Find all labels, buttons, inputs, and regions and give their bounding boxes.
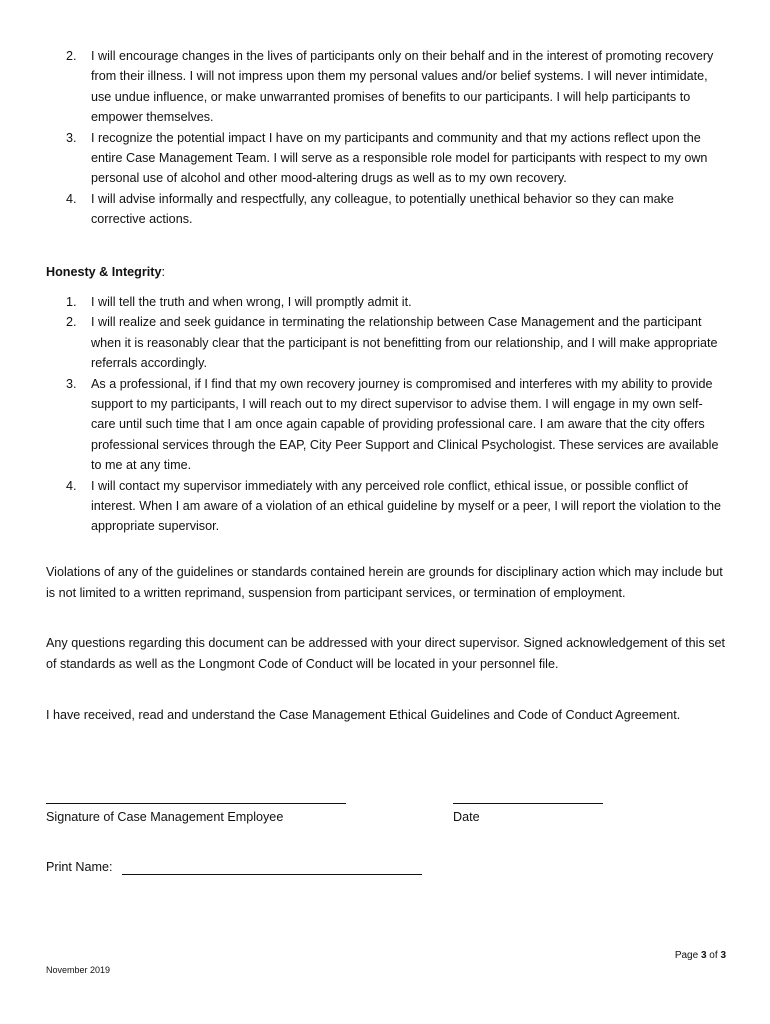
list-item-number: 3. <box>66 376 77 391</box>
list-item-text: I will advise informally and respectfully, any colleague, to potentially unethical behavior so they can make corrective actions. <box>91 191 674 227</box>
list-item <box>46 189 726 230</box>
list-item <box>46 46 726 128</box>
signature-label: Signature of Case Management Employee <box>46 810 284 824</box>
list-item-number: 2. <box>66 315 77 330</box>
print-name-label: Print Name: <box>46 860 113 874</box>
date-line[interactable] <box>453 803 603 804</box>
continued-guidelines-list <box>46 46 726 230</box>
heading-colon: : <box>161 265 165 279</box>
list-item-number: 4. <box>66 191 77 206</box>
list-item-text: As a professional, if I find that my own recovery journey is compromised and interferes with my ability to provide support to my participants, I will reach out to my direct supervisor to advise them. I will engage in my own self-care until such time that I am once again capable of providing professional care. I am aware that the city offers professional services through the EAP, City Peer Support and Clinical Psychologist. These services are available to me at any time. <box>91 376 719 473</box>
list-item-text: I will realize and seek guidance in terminating the relationship between Case Management and the participant when it is reasonably clear that the participant is not benefitting from our relationship, and I will make appropriate referrals accordingly. <box>91 315 718 371</box>
list-item <box>46 312 726 373</box>
list-item <box>46 476 726 537</box>
list-item-text: I will contact my supervisor immediately with any perceived role conflict, ethical issue, or possible conflict of interest. When I am aware of a violation of an ethical guideline by myself or a peer, I will report the violation to the appropriate supervisor. <box>91 478 722 534</box>
questions-paragraph: Any questions regarding this document can be addressed with your direct supervisor. Signed acknowledgement of this set of standards as well as the Longmont Code of Conduct will be located in your personnel file. <box>46 636 726 671</box>
list-item-number: 2. <box>66 49 77 63</box>
list-item-number: 3. <box>66 130 77 145</box>
honesty-guidelines-list <box>46 292 726 537</box>
list-item-text: I will encourage changes in the lives of participants only on their behalf and in the interest of promoting recovery from their illness. I will not impress upon them my personal values and/or belief systems. I will never intimidate, use undue influence, or make unwarranted promises of benefits to our participants. I will help participants to empower themselves. <box>91 49 714 125</box>
footer-date: November 2019 <box>46 965 111 975</box>
page-of: of <box>706 950 721 961</box>
print-name-line[interactable] <box>122 874 422 875</box>
list-item-number: 1. <box>66 295 77 309</box>
list-item <box>46 128 726 189</box>
page-current: 3 <box>700 950 707 961</box>
signature-line[interactable] <box>46 803 346 804</box>
list-item-text: I recognize the potential impact I have on my participants and community and that my actions reflect upon the entire Case Management Team. I will serve as a responsible role model for participants with respect to my own personal use of alcohol and other mood-altering drugs as well as to my own recovery. <box>91 130 708 186</box>
list-item-text: I will tell the truth and when wrong, I will promptly admit it. <box>91 295 412 309</box>
acknowledgement-paragraph: I have received, read and understand the Case Management Ethical Guidelines and Code of Conduct Agreement. <box>46 708 681 722</box>
page-prefix: Page <box>674 950 701 961</box>
page-number <box>675 950 726 961</box>
list-item <box>46 292 726 312</box>
list-item-number: 4. <box>66 478 77 493</box>
section-heading-honesty <box>46 262 165 282</box>
page-total: 3 <box>720 950 726 961</box>
list-item <box>46 374 726 476</box>
violations-paragraph: Violations of any of the guidelines or standards contained herein are grounds for disciplinary action which may include but is not limited to a written reprimand, suspension from participant services, or termination of employment. <box>46 565 723 600</box>
date-label: Date <box>453 810 480 824</box>
section-heading-text: Honesty & Integrity <box>46 265 162 279</box>
